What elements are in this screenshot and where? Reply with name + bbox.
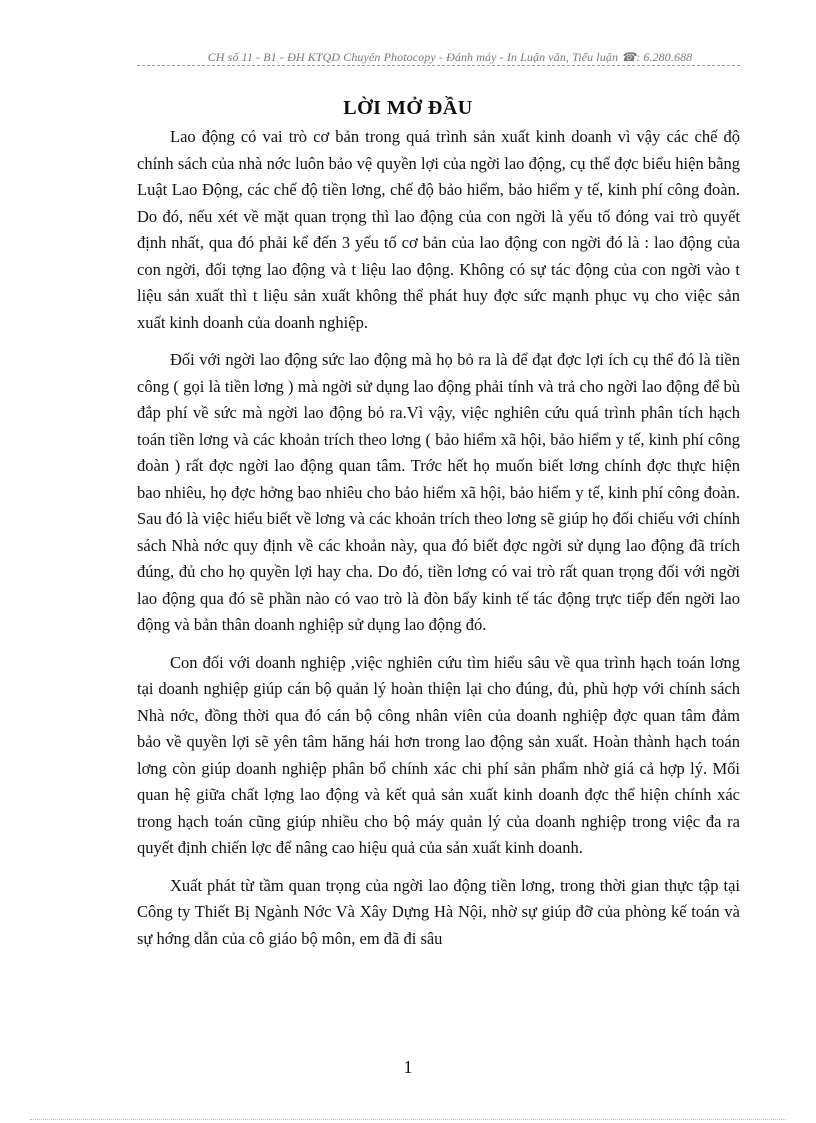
- page-number: 1: [403, 1057, 413, 1077]
- document-body: [137, 124, 740, 963]
- paragraph-2: Đối với ngời lao động sức lao động mà họ bỏ ra là để đạt đợc lợi ích cụ thể đó là tiền công ( gọi là tiền lơng ) mà ngời sử dụng lao động phải tính và trả cho ngời lao động để bù đắp phí về sức mà ngời lao động bỏ ra.Vì vậy, việc nghiên cứu quá trình phân tích hạch toán tiền lơng và các khoản trích theo lơng ( bảo hiểm xã hội, bảo hiểm y tế, kinh phí công đoàn ) rất đợc ngời lao động quan tâm. Trớc hết họ muốn biết lơng chính đợc thực hiện bao nhiêu, họ đợc hởng bao nhiêu cho bảo hiểm xã hội, bảo hiểm y tế, kinh phí công đoàn. Sau đó là việc hiểu biết về lơng và các khoản trích theo lơng sẽ giúp họ đối chiếu với chính sách Nhà nớc quy định về các khoản này, qua đó biết đợc ngời sử dụng lao động đã trích đúng, đủ cho họ quyền lợi hay cha. Do đó, tiền lơng có vai trò rất quan trọng đối với ngời lao động qua đó sẽ phần nào có vao trò là đòn bẩy kinh tế tác động trực tiếp đến ngời lao động và bản thân doanh nghiệp sử dụng lao động đó.: [137, 350, 740, 634]
- paragraph-1: Lao động có vai trò cơ bản trong quá trình sản xuất kinh doanh vì vậy các chế độ chính sách của nhà nớc luôn bảo vệ quyền lợi của ngời lao động, cụ thể đợc biểu hiện bằng Luật Lao Động, các chế độ tiền lơng, chế độ bảo hiểm, bảo hiểm y tế, kinh phí công đoàn. Do đó, nếu xét về mặt quan trọng thì lao động của con ngời là yếu tố đóng vai trò quyết định nhất, qua đó phải kể đến 3 yếu tố cơ bản của lao động con ngời đó là : lao động của con ngời, đối tợng lao động và t liệu lao động. Không có sự tác động của con ngời vào t liệu sản xuất thì t liệu sản xuất không thể phát huy đợc sức mạnh phục vụ cho việc sản xuất kinh doanh của doanh nghiệp.: [137, 127, 740, 332]
- footer-divider: [30, 1119, 786, 1120]
- document-title: LỜI MỞ ĐẦU: [343, 97, 473, 119]
- paragraph-4: Xuất phát từ tầm quan trọng của ngời lao động tiền lơng, trong thời gian thực tập tại Công ty Thiết Bị Ngành Nớc Và Xây Dựng Hà Nội, nhờ sự giúp đỡ của phòng kế toán và sự hớng dẫn của cô giáo bộ môn, em đã đi sâu: [137, 875, 740, 948]
- page-header: CH số 11 - B1 - ĐH KTQD Chuyên Photocopy - Đánh máy - In Luận văn, Tiểu luận ☎: 6.280.688: [207, 50, 693, 64]
- paragraph-3: Con đối với doanh nghiệp ,việc nghiên cứu tìm hiểu sâu về qua trình hạch toán lơng tại doanh nghiệp giúp cán bộ quản lý hoàn thiện lại cho đúng, đủ, phù hợp với chính sách Nhà nớc, đồng thời qua đó cán bộ công nhân viên của doanh nghiệp đợc quan tâm đảm bảo về quyền lợi sẽ yên tâm hăng hái hơn trong lao động sản xuất. Hoàn thành hạch toán lơng còn giúp doanh nghiệp phân bổ chính xác chi phí sản phẩm nhờ giá cả hợp lý. Mối quan hệ giữa chất lợng lao động và kết quả sản xuất kinh doanh đợc thể hiện chính xác trong hạch toán cũng giúp nhiều cho bộ máy quản lý của doanh nghiệp trong việc đa ra quyết định chiến lợc để nâng cao hiệu quả của sản xuất kinh doanh.: [137, 652, 740, 857]
- header-divider: [137, 65, 740, 66]
